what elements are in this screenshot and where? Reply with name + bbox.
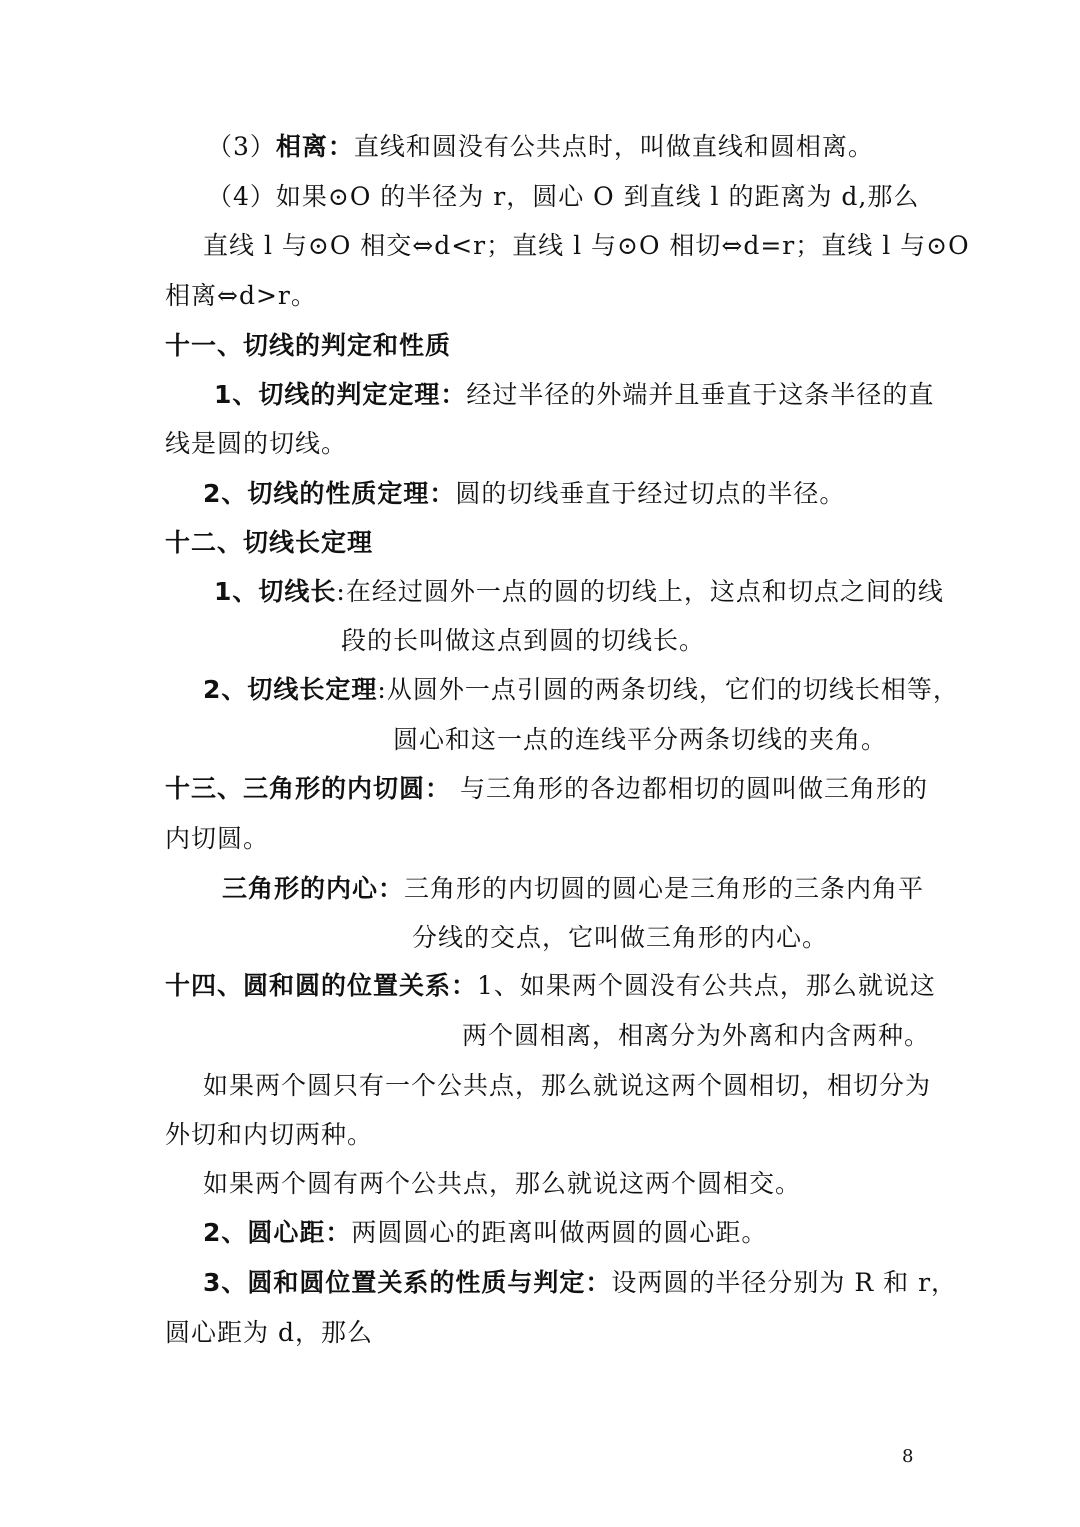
text-line-15: 内切圆。 <box>165 824 270 853</box>
text-line-20: 如果两个圆只有一个公共点，那么就说这两个圆相切，相切分为 <box>203 1071 932 1100</box>
text-line-25: 圆心距为 d，那么 <box>165 1318 373 1347</box>
text-line-10: 1、切线长:在经过圆外一点的圆的切线上，这点和切点之间的线 <box>214 577 944 606</box>
text-line-21: 外切和内切两种。 <box>165 1120 374 1149</box>
page-number: 8 <box>902 1446 914 1467</box>
section-heading-11: 十一、切线的判定和性质 <box>165 331 452 360</box>
text-line-1: （3）相离：直线和圆没有公共点时，叫做直线和圆相离。 <box>207 132 874 161</box>
section-heading-13: 十三、三角形的内切圆： 与三角形的各边都相切的圆叫做三角形的 <box>165 774 928 803</box>
text-line-19: 两个圆相离，相离分为外离和内含两种。 <box>462 1021 931 1050</box>
text-line-2: （4）如果⊙O 的半径为 r，圆心 O 到直线 l 的距离为 d,那么 <box>207 182 920 211</box>
text-line-6: 1、切线的判定定理：经过半径的外端并且垂直于这条半径的直 <box>214 380 935 409</box>
text-line-13: 圆心和这一点的连线平分两条切线的夹角。 <box>393 725 888 754</box>
text-line-23: 2、圆心距：两圆圆心的距离叫做两圆的圆心距。 <box>203 1218 768 1247</box>
text-line-17: 分线的交点，它叫做三角形的内心。 <box>412 923 829 952</box>
text-line-16: 三角形的内心：三角形的内切圆的圆心是三角形的三条内角平 <box>222 874 925 903</box>
text-line-12: 2、切线长定理:从圆外一点引圆的两条切线，它们的切线长相等， <box>203 675 959 704</box>
text-line-8: 2、切线的性质定理：圆的切线垂直于经过切点的半径。 <box>203 479 846 508</box>
text-line-7: 线是圆的切线。 <box>165 429 348 458</box>
text-line-4: 相离⇔d>r。 <box>165 281 317 310</box>
section-heading-14: 十四、圆和圆的位置关系：1、如果两个圆没有公共点，那么就说这 <box>165 971 936 1000</box>
text-line-3: 直线 l 与⊙O 相交⇔d<r；直线 l 与⊙O 相切⇔d=r；直线 l 与⊙O <box>203 231 970 260</box>
text-line-11: 段的长叫做这点到圆的切线长。 <box>341 626 706 655</box>
section-heading-12: 十二、切线长定理 <box>165 528 374 557</box>
text-line-24: 3、圆和圆位置关系的性质与判定：设两圆的半径分别为 R 和 r， <box>203 1268 958 1297</box>
text-line-22: 如果两个圆有两个公共点，那么就说这两个圆相交。 <box>203 1169 802 1198</box>
